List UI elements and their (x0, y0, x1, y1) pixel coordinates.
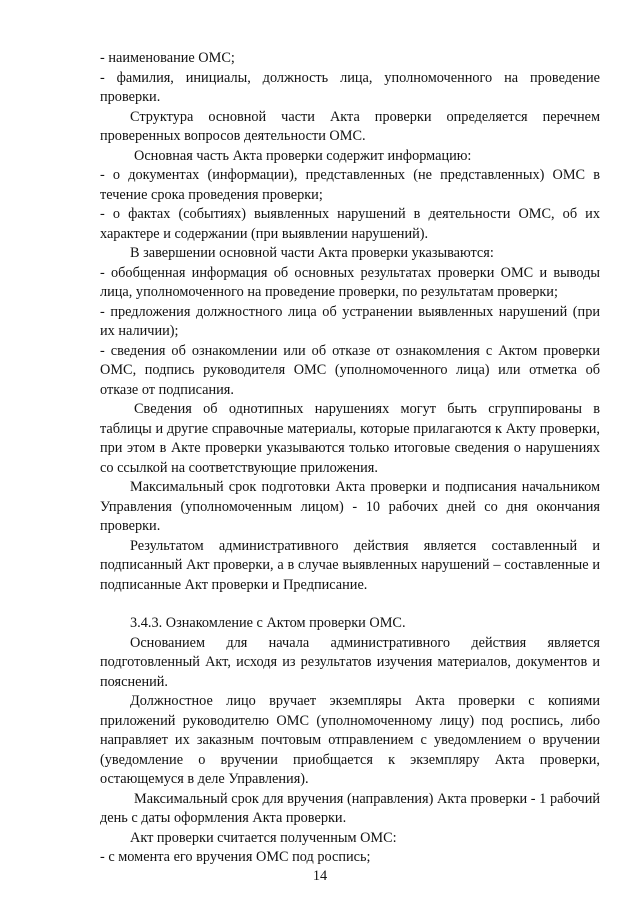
section-heading: 3.4.3. Ознакомление с Актом проверки ОМС. (130, 615, 406, 631)
list-item: - с момента его вручения ОМС под роспись; (100, 849, 371, 865)
paragraph: Структура основной части Акта проверки определяется перечнем проверенных вопросов деятельности ОМС. (100, 108, 600, 144)
paragraph: Основная часть Акта проверки содержит информацию: (134, 147, 472, 164)
list-item: - сведения об ознакомлении или об отказе от ознакомления с Актом проверки ОМС, подпись руководителя ОМС (уполномоченного лица) или отметка об отказе от подписания. (100, 342, 600, 398)
paragraph: Максимальный срок для вручения (направления) Акта проверки - 1 рабочий день с даты оформления Акта проверки. (100, 790, 600, 826)
page-number: 14 (312, 868, 328, 884)
paragraph: Результатом административного действия является составленный и подписанный Акт проверки, а в случае выявленных нарушений – составленные и подписанные Акт проверки и Предписание. (100, 537, 600, 593)
list-item: - фамилия, инициалы, должность лица, уполномоченного на проведение проверки. (100, 69, 600, 105)
paragraph: Акт проверки считается полученным ОМС: (130, 829, 397, 846)
list-item: - обобщенная информация об основных результатах проверки ОМС и выводы лица, уполномоченного на проведение проверки, по результатам проверки; (100, 264, 600, 300)
list-item: - наименование ОМС; (100, 50, 235, 66)
list-item: - предложения должностного лица об устранении выявленных нарушений (при их наличии); (100, 303, 600, 339)
list-item: - о документах (информации), представленных (не представленных) ОМС в течение срока проведения проверки; (100, 167, 600, 203)
paragraph: Сведения об однотипных нарушениях могут быть сгруппированы в таблицы и другие справочные материалы, которые прилагаются к Акту проверки, при этом в Акте проверки указываются только итоговые сведения о нарушениях со ссылкой на соответствующие приложения. (100, 401, 600, 476)
document-body (100, 49, 600, 868)
list-item: - о фактах (событиях) выявленных нарушений в деятельности ОМС, об их характере и содержании (при выявлении нарушений). (100, 206, 600, 242)
paragraph: Должностное лицо вручает экземпляры Акта проверки с копиями приложений руководителю ОМС (уполномоченному лицу) под роспись, либо направляет их заказным почтовым отправлением с уведомлением о вручении (уведомление о вручении приобщается к экземпляру Акта проверки, остающемуся в деле Управления). (100, 693, 600, 787)
paragraph: Максимальный срок подготовки Акта проверки и подписания начальником Управления (уполномоченным лицом) - 10 рабочих дней со дня окончания проверки. (100, 479, 600, 534)
paragraph: В завершении основной части Акта проверки указываются: (130, 245, 494, 261)
paragraph: Основанием для начала административного действия является подготовленный Акт, исходя из результатов изучения материалов, документов и пояснений. (100, 634, 600, 690)
